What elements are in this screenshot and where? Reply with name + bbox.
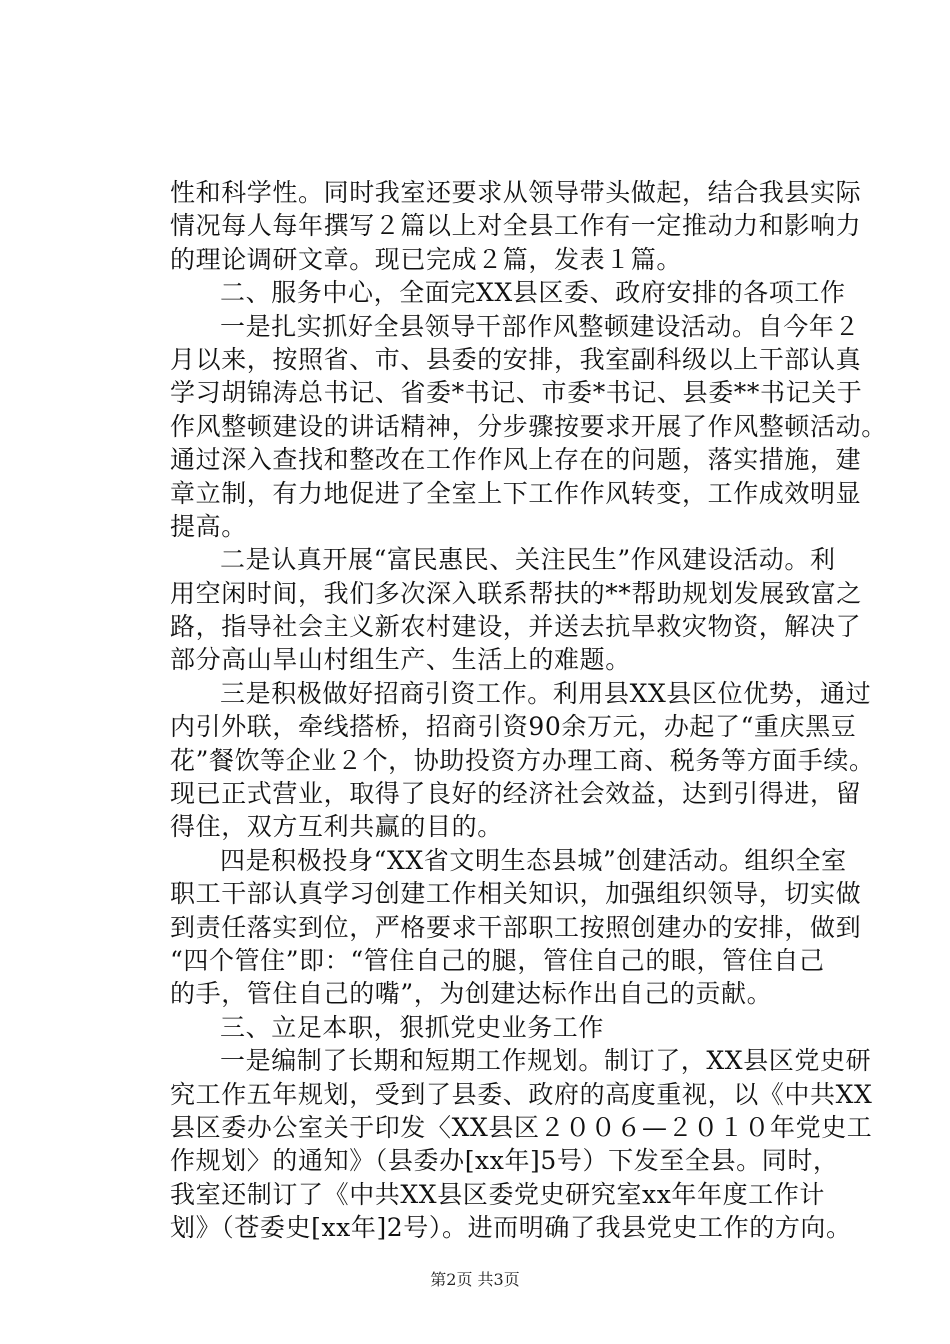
text-line: 四是积极投身“XX省文明生态县城”创建活动。组织全室 (220, 845, 847, 875)
text-line: 二是认真开展“富民惠民、关注民生”作风建设活动。利 (220, 545, 836, 575)
text-line: 作风整顿建设的讲话精神，分步骤按要求开展了作风整顿活动。 (170, 411, 887, 441)
text-line: 作规划〉的通知》（县委办[xx年]5号）下发至全县。同时， (170, 1146, 839, 1176)
text-line: 二、服务中心，全面完XX县区委、政府安排的各项工作 (220, 278, 846, 308)
page-footer (0, 1270, 950, 1290)
text-line: 学习胡锦涛总书记、省委*书记、市委*书记、县委**书记关于 (170, 378, 863, 408)
text-line: 三是积极做好招商引资工作。利用县XX县区位优势，通过 (220, 678, 872, 708)
text-line: 三、立足本职，狠抓党史业务工作 (220, 1012, 605, 1042)
text-line: 的理论调研文章。现已完成２篇，发表１篇。 (170, 244, 683, 274)
text-line: 情况每人每年撰写２篇以上对全县工作有一定推动力和影响力 (170, 211, 862, 241)
text-line: 一是编制了长期和短期工作规划。制订了，XX县区党史研 (220, 1046, 872, 1076)
text-line: 部分高山旱山村组生产、生活上的难题。 (170, 645, 631, 675)
text-line: 路，指导社会主义新农村建设，并送去抗旱救灾物资，解决了 (170, 612, 862, 642)
text-line: 究工作五年规划，受到了县委、政府的高度重视，以《中共XX (170, 1079, 873, 1109)
text-line: 通过深入查找和整改在工作作风上存在的问题，落实措施，建 (170, 445, 862, 475)
text-line: “四个管住”即：“管住自己的腿，管住自己的眼，管住自己 (170, 945, 825, 975)
text-line: 内引外联，牵线搭桥，招商引资90余万元，办起了“重庆黑豆 (170, 712, 857, 742)
text-line: 一是扎实抓好全县领导干部作风整顿建设活动。自今年２ (220, 311, 861, 341)
text-line: 职工干部认真学习创建工作相关知识，加强组织领导，切实做 (170, 879, 862, 909)
page-number: 第2页 (430, 1270, 473, 1289)
text-line: 用空闲时间，我们多次深入联系帮扶的**帮助规划发展致富之 (170, 578, 862, 608)
text-line: 到责任落实到位，严格要求干部职工按照创建办的安排，做到 (170, 912, 862, 942)
document-body (170, 176, 887, 1245)
text-line: 现已正式营业，取得了良好的经济社会效益，达到引得进，留 (170, 779, 862, 809)
text-line: 我室还制订了《中共XX县区委党史研究室xx年年度工作计 (170, 1179, 825, 1209)
text-line: 的手，管住自己的嘴”，为创建达标作出自己的贡献。 (170, 979, 773, 1009)
text-line: 月以来，按照省、市、县委的安排，我室副科级以上干部认真 (170, 344, 862, 374)
text-line: 划》（苍委史[xx年]2号）。进而明确了我县党史工作的方向。 (170, 1213, 852, 1243)
text-line: 章立制，有力地促进了全室上下工作作风转变，工作成效明显 (170, 478, 862, 508)
text-line: 性和科学性。同时我室还要求从领导带头做起，结合我县实际 (170, 178, 862, 207)
text-line: 县区委办公室关于印发〈XX县区２００６—２０１０年党史工 (170, 1112, 873, 1142)
text-line: 花”餐饮等企业２个，协助投资方办理工商、税务等方面手续。 (170, 745, 875, 775)
text-line: 提高。 (170, 511, 247, 541)
text-line: 得住，双方互利共赢的目的。 (170, 812, 503, 842)
page-total: 共3页 (477, 1270, 520, 1289)
